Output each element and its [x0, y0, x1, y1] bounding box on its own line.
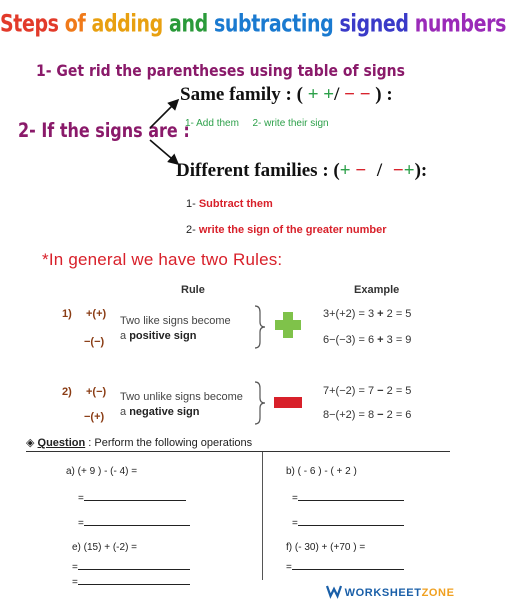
- answer-blank[interactable]: [84, 515, 190, 526]
- colon: :: [322, 160, 329, 181]
- equals: =: [292, 518, 298, 529]
- worksheetzone-logo: [327, 585, 455, 599]
- example-column-header: Example: [354, 284, 400, 296]
- equals: =: [72, 562, 78, 573]
- diamond-icon: ◈: [26, 437, 35, 449]
- write-sign-step: 2- write their sign: [252, 118, 329, 129]
- rule-2-text: Two unlike signs become: [120, 391, 243, 403]
- step-text: write the sign of the greater number: [198, 224, 387, 236]
- example-operator: +: [377, 334, 384, 346]
- answer-blank[interactable]: [298, 515, 404, 526]
- answer-blank[interactable]: [78, 559, 190, 570]
- rule-1-sign-a: +(+): [86, 308, 107, 320]
- brace-icon: [253, 304, 267, 350]
- title-word: adding: [91, 10, 163, 38]
- rule-column-header: Rule: [181, 284, 205, 296]
- same-family-steps: [185, 118, 329, 129]
- rule-2-bold: negative sign: [129, 406, 200, 418]
- close-paren: ):: [414, 160, 428, 181]
- slash: /: [376, 160, 383, 181]
- rule-2-sign-b: −(+): [84, 411, 105, 423]
- example-left: 3+(+2) = 3: [323, 308, 375, 320]
- column-divider: [262, 452, 263, 580]
- add-them-step: 1- Add them: [185, 118, 239, 129]
- answer-line[interactable]: [72, 574, 190, 588]
- rule-2-example-2: [323, 409, 411, 421]
- rule-1-example-1: [323, 308, 411, 320]
- logo-zone: ZONE: [421, 587, 455, 599]
- question-text: : Perform the following operations: [88, 437, 253, 449]
- rule-2-prefix: a: [120, 406, 127, 418]
- example-right: 2 = 5: [386, 308, 412, 320]
- example-operator: +: [377, 308, 384, 320]
- step-number: 2-: [186, 224, 196, 236]
- different-families-line: [176, 160, 427, 182]
- divider: [26, 451, 450, 452]
- equals: =: [292, 493, 298, 504]
- slash: /: [334, 84, 340, 105]
- rule-2-number: 2): [62, 386, 72, 398]
- answer-line[interactable]: [78, 515, 190, 529]
- example-right: 2 = 6: [386, 409, 412, 421]
- question-heading: [26, 436, 252, 449]
- equals: =: [78, 493, 84, 504]
- example-right: 2 = 5: [386, 385, 412, 397]
- logo-brand: WORKSHEET: [344, 587, 422, 599]
- step-text: Subtract them: [198, 198, 273, 210]
- write-greater-sign-step: [186, 224, 386, 236]
- brace-icon: [253, 380, 267, 426]
- general-rules-heading: *In general we have two Rules:: [42, 250, 283, 269]
- same-family-label: Same family: [180, 84, 281, 105]
- page-title: [0, 10, 506, 38]
- example-left: 8−(+2) = 8: [323, 409, 375, 421]
- rule-1-example-2: [323, 334, 411, 346]
- rule-1-bold: positive sign: [129, 330, 197, 342]
- same-family-line: [180, 84, 393, 106]
- title-word: of: [64, 10, 86, 38]
- w-logo-icon: [327, 585, 341, 597]
- exercise-f: f) (- 30) + (+70 ) =: [286, 542, 366, 553]
- question-label: Question: [37, 437, 86, 449]
- answer-line[interactable]: [292, 490, 404, 504]
- open-paren: (: [333, 160, 340, 181]
- plus-icon: [274, 311, 302, 339]
- answer-blank[interactable]: [298, 490, 404, 501]
- arrow-up-icon: [150, 100, 178, 128]
- rule-1-number: 1): [62, 308, 72, 320]
- answer-line[interactable]: [286, 559, 404, 573]
- equals: =: [78, 518, 84, 529]
- rule-2-example-1: [323, 385, 411, 397]
- exercise-e: e) (15) + (-2) =: [72, 542, 138, 553]
- title-word: Steps: [0, 10, 59, 38]
- title-word: numbers: [414, 10, 506, 38]
- answer-line[interactable]: [78, 490, 186, 504]
- open-paren: (: [296, 84, 303, 105]
- answer-line[interactable]: [72, 559, 190, 573]
- minus-sign: −: [355, 160, 367, 181]
- subtract-step: [186, 198, 273, 210]
- title-word: subtracting: [214, 10, 334, 38]
- equals: =: [72, 577, 78, 588]
- exercise-a: a) (+ 9 ) - (- 4) =: [66, 466, 138, 477]
- example-operator: −: [377, 409, 384, 421]
- example-left: 6−(−3) = 6: [323, 334, 375, 346]
- equals: =: [286, 562, 292, 573]
- title-word: and: [169, 10, 208, 38]
- different-families-label: Different families: [176, 160, 318, 181]
- answer-blank[interactable]: [84, 490, 186, 501]
- close-paren: ) :: [375, 84, 393, 105]
- example-operator: −: [377, 385, 384, 397]
- rule-1-prefix: a: [120, 330, 127, 342]
- minus-minus-signs: − −: [344, 84, 371, 105]
- minus-sign: −: [392, 160, 404, 181]
- rule-1-sign-b: −(−): [84, 336, 105, 348]
- example-right: 3 = 9: [386, 334, 412, 346]
- minus-icon: [273, 395, 303, 411]
- answer-blank[interactable]: [78, 574, 190, 585]
- rule-1-result: [120, 330, 196, 342]
- step-number: 1-: [186, 198, 196, 210]
- rule-1-text: Two like signs become: [120, 315, 231, 327]
- exercise-b: b) ( - 6 ) - ( + 2 ): [286, 466, 357, 477]
- answer-line[interactable]: [292, 515, 404, 529]
- rule-2-result: [120, 406, 199, 418]
- answer-blank[interactable]: [292, 559, 404, 570]
- plus-sign: +: [339, 160, 351, 181]
- rule-2-sign-a: +(−): [86, 386, 107, 398]
- arrow-down-icon: [150, 140, 178, 164]
- plus-sign: +: [403, 160, 415, 181]
- title-word: signed: [339, 10, 409, 38]
- if-signs-heading: 2- If the signs are :: [18, 119, 190, 142]
- step-1-heading: 1- Get rid the parentheses using table of signs: [36, 62, 405, 81]
- plus-plus-signs: + +: [307, 84, 335, 105]
- example-left: 7+(−2) = 7: [323, 385, 375, 397]
- colon: :: [285, 84, 292, 105]
